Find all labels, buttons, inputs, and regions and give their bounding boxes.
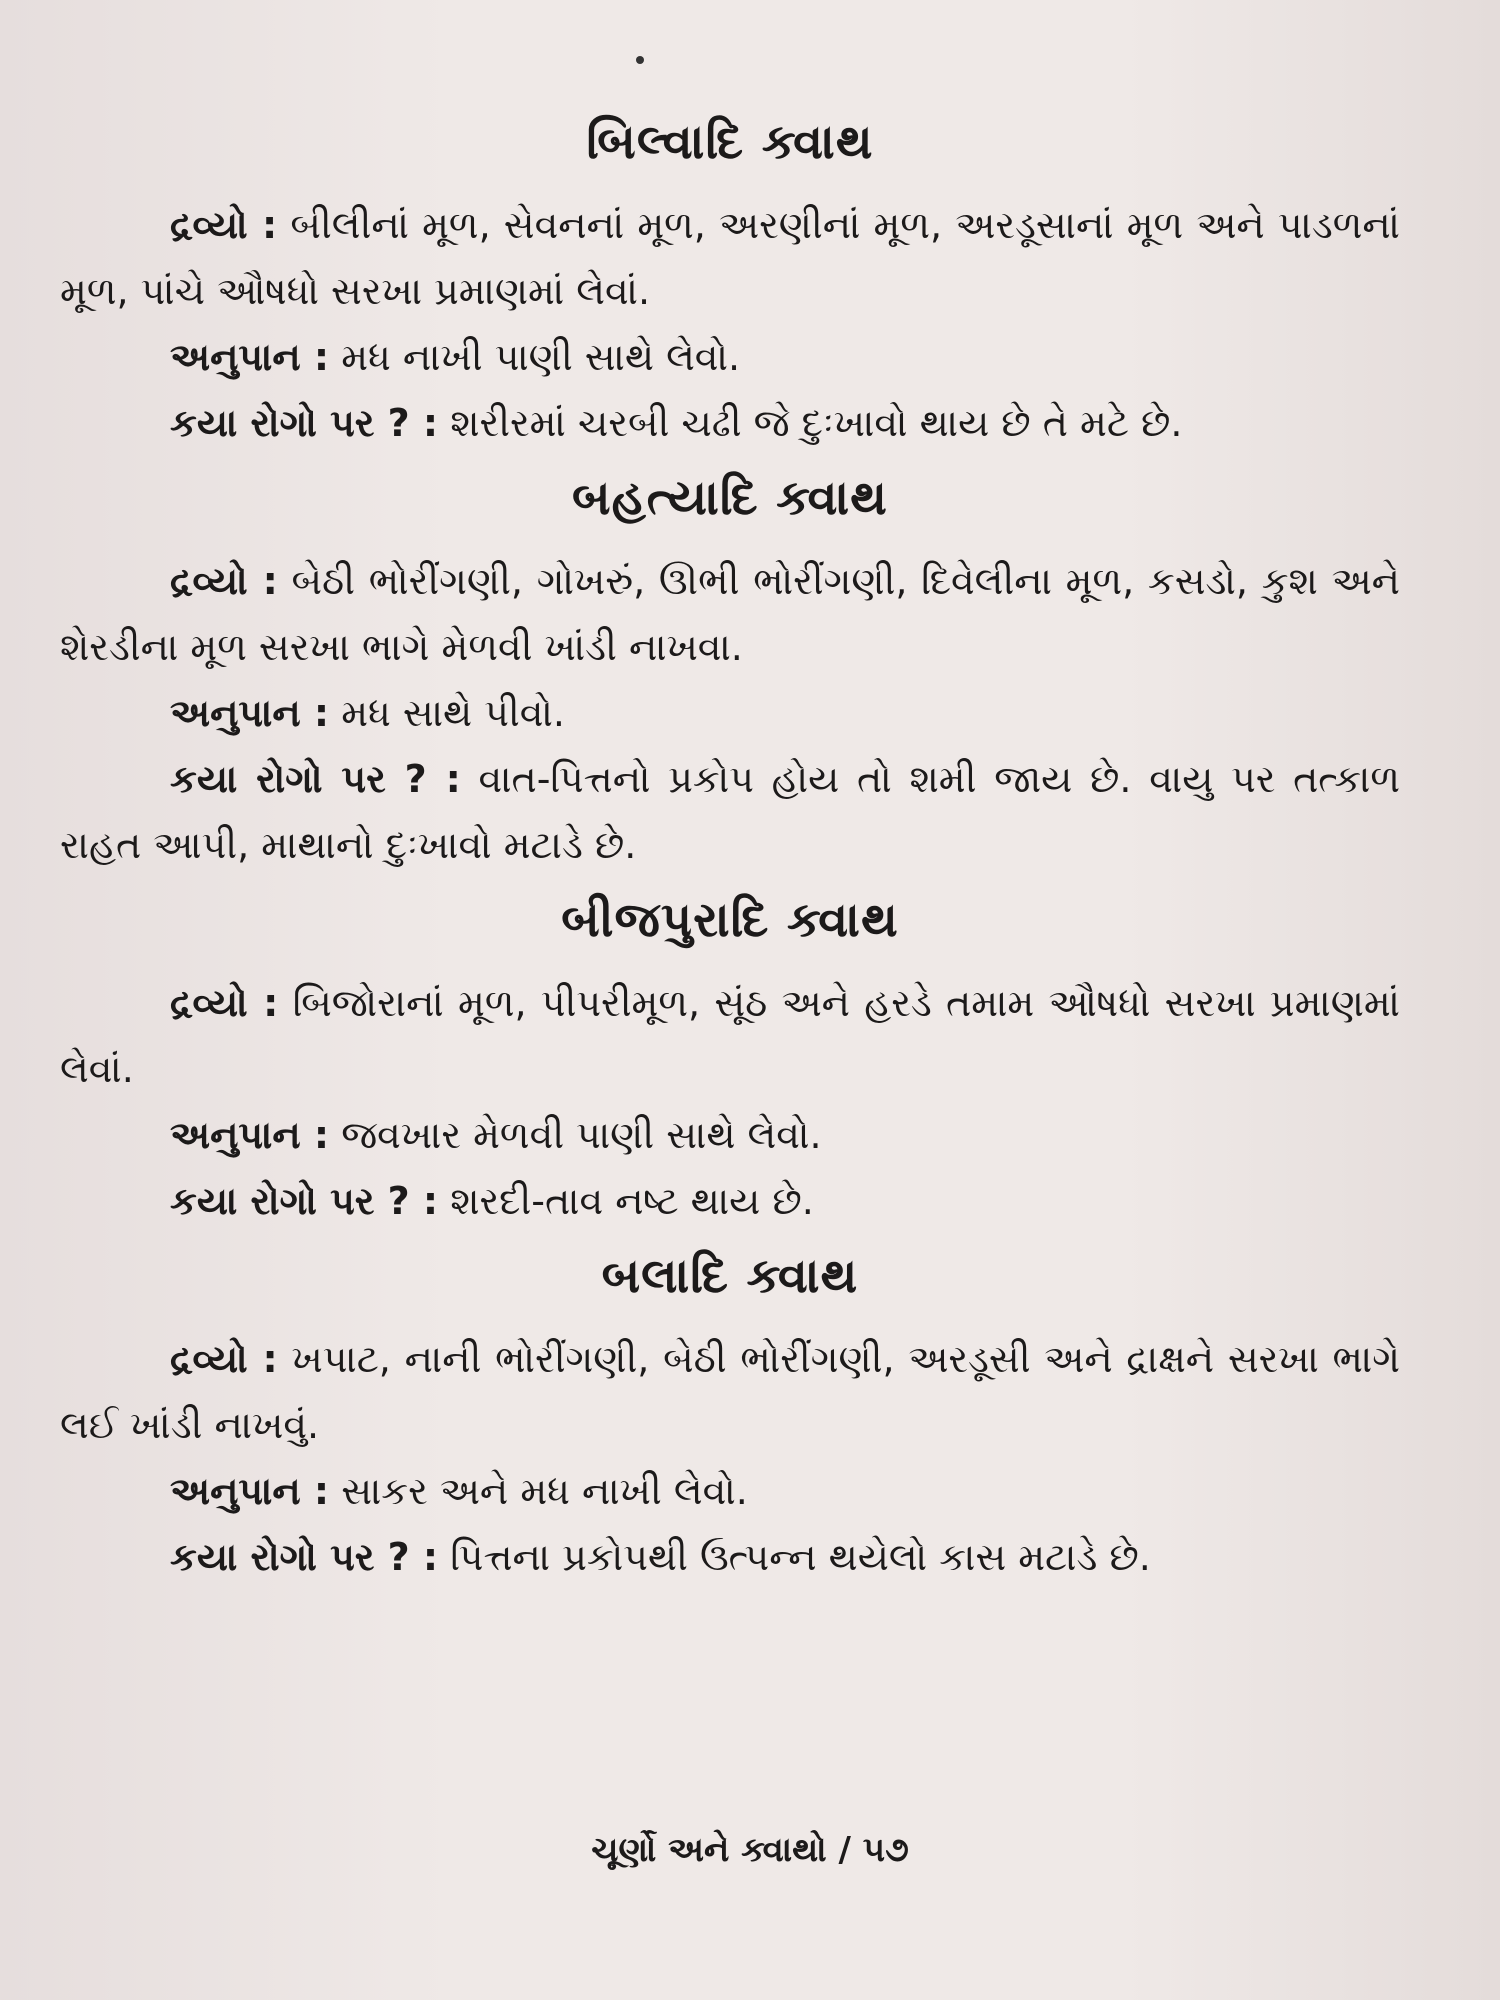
dravyo-label: દ્રવ્યો :	[170, 203, 278, 247]
dravyo-text: બીલીનાં મૂળ, સેવનનાં મૂળ, અરણીનાં મૂળ, અરડૂસાનાં મૂળ અને પાડળનાં મૂળ, પાંચે ઔષધો સરખા પ્રમાણમાં લેવાં.	[60, 203, 1400, 313]
dravyo-text: બિજોરાનાં મૂળ, પીપરીમૂળ, સૂંઠ અને હરડે તમામ ઔષધો સરખા પ્રમાણમાં લેવાં.	[60, 981, 1400, 1091]
roga-paragraph	[60, 1524, 1400, 1590]
section-title: બલાદિ ક્વાથ	[601, 1248, 859, 1304]
dravyo-paragraph	[60, 192, 1400, 324]
dravyo-text: બેઠી ભોરીંગણી, ગોખરું, ઊભી ભોરીંગણી, દિવેલીના મૂળ, કસડો, કુશ અને શેરડીના મૂળ સરખા ભાગે મેળવી ખાંડી નાખવા.	[60, 559, 1400, 669]
dravyo-paragraph	[60, 1326, 1400, 1458]
anupan-paragraph	[60, 324, 1400, 390]
roga-text: શરદી-તાવ નષ્ટ થાય છે.	[450, 1179, 814, 1223]
section-title: બિલ્વાદિ ક્વાથ	[586, 114, 874, 170]
section-bijapuradi	[60, 884, 1400, 1234]
roga-paragraph	[60, 1168, 1400, 1234]
dravyo-label: દ્રવ્યો :	[170, 559, 278, 603]
anupan-label: અનુપાન :	[170, 335, 330, 379]
dravyo-label: દ્રવ્યો :	[170, 981, 279, 1025]
section-bahatyadi	[60, 462, 1400, 878]
anupan-paragraph	[60, 680, 1400, 746]
anupan-paragraph	[60, 1102, 1400, 1168]
section-title: બહત્યાદિ ક્વાથ	[572, 470, 888, 526]
dravyo-label: દ્રવ્યો :	[170, 1337, 278, 1381]
roga-label: કયા રોગો પર ? :	[170, 757, 461, 801]
anupan-label: અનુપાન :	[170, 691, 330, 735]
roga-text: પિત્તના પ્રકોપથી ઉત્પન્ન થયેલો કાસ મટાડે છે.	[450, 1535, 1151, 1579]
section-title: બીજપુરાદિ ક્વાથ	[561, 892, 899, 948]
page-content	[60, 100, 1400, 1596]
anupan-text: સાકર અને મધ નાખી લેવો.	[341, 1469, 748, 1513]
anupan-text: જવખાર મેળવી પાણી સાથે લેવો.	[341, 1113, 822, 1157]
dravyo-paragraph	[60, 548, 1400, 680]
print-dot	[636, 56, 644, 64]
roga-paragraph	[60, 390, 1400, 456]
roga-label: કયા રોગો પર ? :	[170, 1179, 439, 1223]
dravyo-text: ખપાટ, નાની ભોરીંગણી, બેઠી ભોરીંગણી, અરડૂસી અને દ્રાક્ષને સરખા ભાગે લઈ ખાંડી નાખવું.	[60, 1337, 1400, 1447]
page-footer: ચૂર્ણો અને ક્વાથો / ૫૭	[591, 1830, 909, 1870]
roga-label: કયા રોગો પર ? :	[170, 1535, 439, 1579]
roga-paragraph	[60, 746, 1400, 878]
anupan-label: અનુપાન :	[170, 1469, 330, 1513]
section-baladi	[60, 1240, 1400, 1590]
anupan-label: અનુપાન :	[170, 1113, 330, 1157]
roga-text: શરીરમાં ચરબી ચઢી જે દુઃખાવો થાય છે તે મટે છે.	[450, 401, 1183, 445]
anupan-paragraph	[60, 1458, 1400, 1524]
anupan-text: મધ નાખી પાણી સાથે લેવો.	[341, 335, 741, 379]
anupan-text: મધ સાથે પીવો.	[341, 691, 566, 735]
dravyo-paragraph	[60, 970, 1400, 1102]
roga-text: વાત-પિત્તનો પ્રકોપ હોય તો શમી જાય છે. વાયુ પર તત્કાળ રાહત આપી, માથાનો દુઃખાવો મટાડે છે.	[60, 757, 1400, 867]
section-bilvadi	[60, 106, 1400, 456]
roga-label: કયા રોગો પર ? :	[170, 401, 439, 445]
